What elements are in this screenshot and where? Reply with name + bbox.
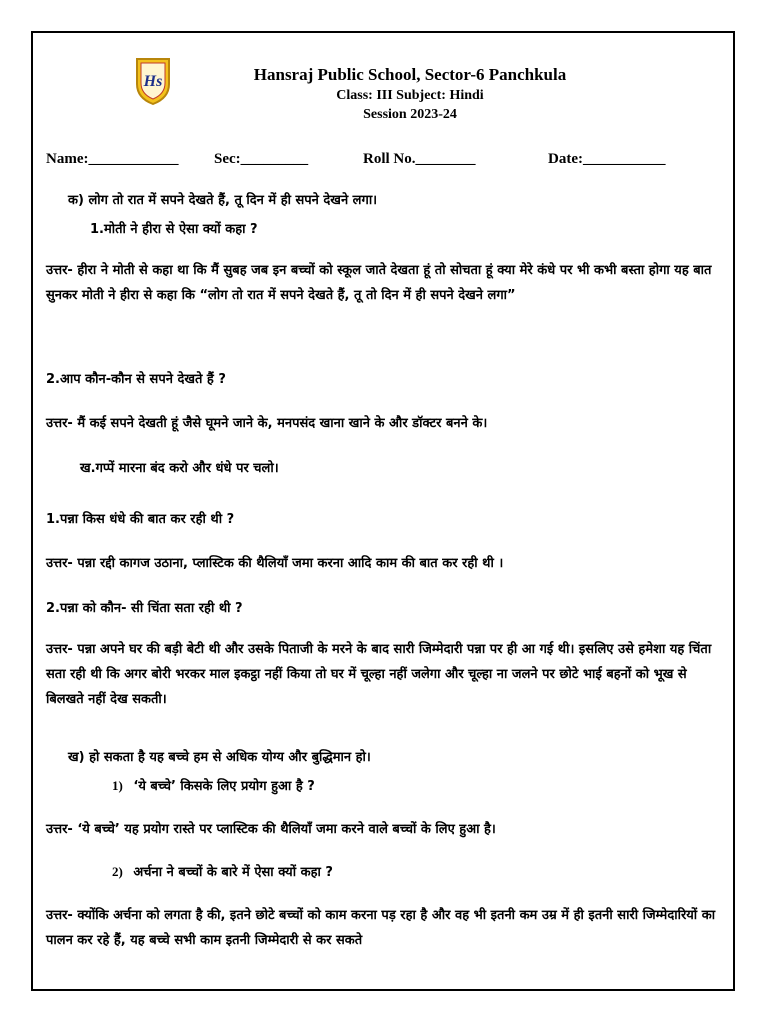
question-2-1: 1.पन्ना किस धंधे की बात कर रही थी ? [46,512,235,527]
question-3-2-number: 2) [112,864,123,879]
answer-3-1: उत्तर- ‘ये बच्चे’ यह प्रयोग रास्ते पर प्लास्टिक की थैलियाँ जमा करने वाले बच्चों के लिए हुआ है। [46,822,496,837]
section-field: Sec:_________ [214,151,309,167]
extract-3: ख) हो सकता है यह बच्चे हम से अधिक योग्य और बुद्धिमान हो। [68,750,371,765]
logo-text: Hs [143,73,163,90]
date-field: Date:___________ [548,151,666,167]
roll-number-field: Roll No.________ [363,151,476,167]
answer-1-1: उत्तर- हीरा ने मोती से कहा था कि मैं सुबह जब इन बच्चों को स्कूल जाते देखता हूं तो सोचता हूं क्या मेरे कंधे पर भी कभी बस्ता होगा यह बात सुनकर मोती ने हीरा से कहा कि “लोग तो रात में सपने देखते हैं, तू तो दिन में ही सपने देखने लगा” [46,263,712,303]
answer-2-2: उत्तर- पन्ना अपने घर की बड़ी बेटी थी और उसके पिताजी के मरने के बाद सारी जिम्मेदारी पन्ना पर ही आ गई थी। इसलिए उसे हमेशा यह चिंता सता रही थी कि अगर बोरी भरकर माल इकट्ठा नहीं किया तो घर में चूल्हा नहीं जलेगा और चूल्हा ना जलने पर छोटे भाई बहनों को भूख से बिलखते नहीं देख सकती। [46,642,712,707]
school-name: Hansraj Public School, Sector-6 Panchkula [253,65,567,84]
question-3-1-number: 1) [112,778,123,793]
session: Session 2023-24 [363,107,457,122]
question-2-2: 2.पन्ना को कौन- सी चिंता सता रही थी ? [46,601,243,616]
answer-2-1: उत्तर- पन्ना रद्दी कागज उठाना, प्लास्टिक की थैलियाँ जमा करना आदि काम की बात कर रही थी । [46,556,504,571]
class-subject: Class: III Subject: Hindi [336,88,484,103]
question-3-2 [112,862,333,880]
header [0,64,768,124]
name-field: Name:____________ [46,151,179,167]
extract-2: ख.गप्पें मारना बंद करो और धंधे पर चलो। [80,461,279,476]
extract-1: क) लोग तो रात में सपने देखते हैं, तू दिन में ही सपने देखने लगा। [68,193,378,208]
answer-1-2: उत्तर- मैं कई सपने देखती हूं जैसे घूमने जाने के, मनपसंद खाना खाने के और डॉक्टर बनने के। [46,416,488,431]
question-3-1 [112,776,315,794]
question-3-2-text: अर्चना ने बच्चों के बारे में ऐसा क्यों कहा ? [133,865,333,880]
question-3-1-text: ‘ये बच्चे’ किसके लिए प्रयोग हुआ है ? [133,779,315,794]
student-info-row [46,151,726,173]
question-1-1: 1.मोती ने हीरा से ऐसा क्यों कहा ? [90,222,258,237]
question-1-2: 2.आप कौन-कौन से सपने देखते हैं ? [46,372,226,387]
answer-3-2: उत्तर- क्योंकि अर्चना को लगता है की, इतने छोटे बच्चों को काम करना पड़ रहा है और वह भी इतनी कम उम्र में ही इतनी सारी जिम्मेदारियों का पालन कर रहे हैं, यह बच्चे सभी काम इतनी जिम्मेदारी से कर सकते [46,908,716,948]
